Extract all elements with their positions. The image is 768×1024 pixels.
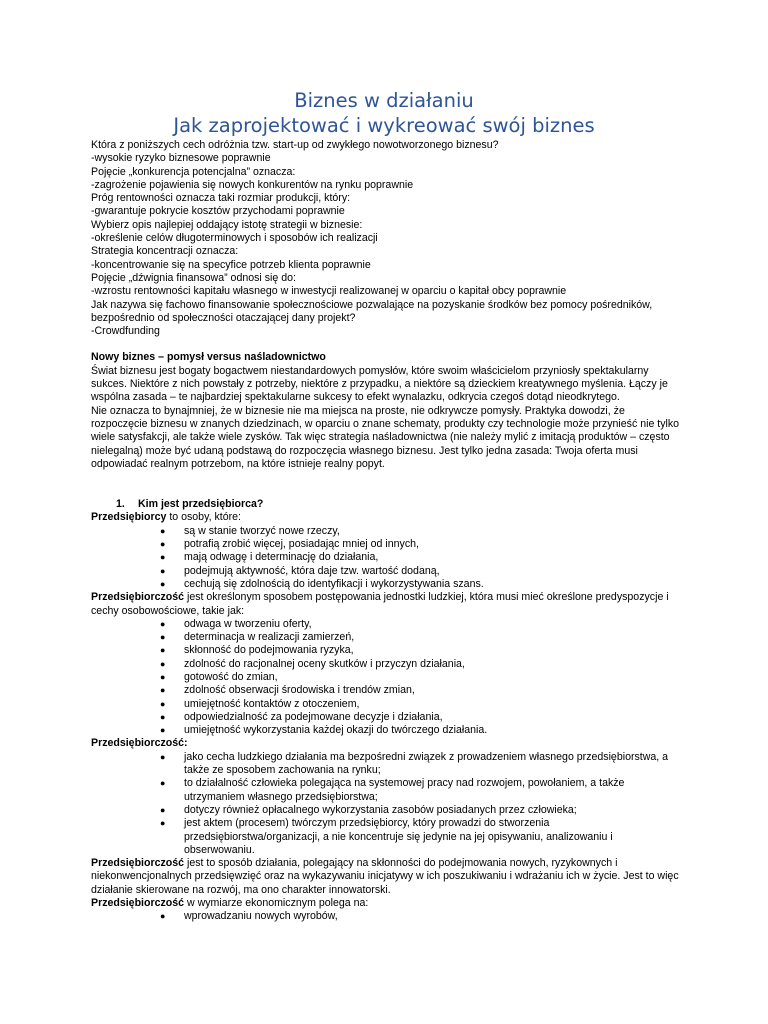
section-heading: Nowy biznes – pomysł versus naśladownictwo — [91, 351, 326, 364]
bullet-icon: ● — [160, 578, 166, 589]
list-item: ● zdolność obserwacji środowiska i trendów zmian, — [160, 684, 415, 697]
quiz-line: -wysokie ryzyko biznesowe poprawnie — [91, 152, 271, 165]
quiz-line: -zagrożenie pojawienia się nowych konkurentów na rynku poprawnie — [91, 178, 414, 191]
numbered-heading — [116, 498, 681, 511]
bullet-icon: ● — [160, 539, 166, 550]
quiz-line: Która z poniższych cech odróżnia tzw. start-up od zwykłego nowotworzonego biznesu? — [91, 139, 499, 151]
quiz-line: Wybierz opis najlepiej oddający istotę strategii w biznesie: — [91, 218, 363, 231]
quiz-line: Jak nazywa się fachowo finansowanie społecznościowe pozwalające na pozyskanie środków bez pomocy pośredników, bezpośrednio od społeczności otaczającej dany projekt? — [91, 298, 653, 324]
bullet-icon: ● — [160, 685, 166, 696]
list-item: ● umiejętność wykorzystania każdej okazji do twórczego działania. — [160, 724, 488, 737]
quiz-line: -gwarantuje pokrycie kosztów przychodami poprawnie — [91, 205, 345, 218]
quiz-line: -Crowdfunding — [91, 325, 160, 338]
list-item: ● determinacja w realizacji zamierzeń, — [160, 631, 355, 644]
document-subtitle: Jak zaprojektować i wykreować swój biznes — [173, 114, 595, 137]
list-item: ● mają odwagę i determinację do działania, — [160, 551, 379, 564]
quiz-line: -wzrostu rentowności kapitału własnego w inwestycji realizowanej w oparciu o kapitał obcy poprawnie — [91, 285, 567, 298]
list-item: ● jest aktem (procesem) twórczym przedsiębiorcy, który prowadzi do stworzenia przedsiębiorstwa/organizacji, a nie koncentruje się jedynie na jej opisywaniu, analizowaniu i obserwowaniu. — [160, 817, 613, 856]
definition-intro: Przedsiębiorczość w wymiarze ekonomicznym polega na: — [91, 897, 369, 910]
bullet-icon: ● — [160, 725, 166, 736]
quiz-line: Pojęcie „dźwignia finansowa” odnosi się do: — [91, 271, 296, 284]
bullet-icon: ● — [160, 645, 166, 656]
quiz-section — [91, 139, 681, 338]
bullet-icon: ● — [160, 804, 166, 815]
bullet-icon: ● — [160, 778, 166, 789]
paragraph: Świat biznesu jest bogaty bogactwem niestandardowych pomysłów, które swoim właścicielom przyniosły spektakularny sukces. Niektóre z nich powstały z potrzeby, niektóre z przypadku, a niektóre są dzieckiem kreatywnego myślenia. Łączy je wspólna zasada – te najbardziej spektakularne sukcesy to efekt wynalazku, odkrycia czegoś dotąd nieodkrytego. — [91, 364, 668, 404]
bullet-list — [91, 525, 681, 591]
bullet-icon: ● — [160, 552, 166, 563]
definition-intro: Przedsiębiorczość: — [91, 737, 188, 750]
list-item: ● są w stanie tworzyć nowe rzeczy, — [160, 524, 340, 537]
bullet-list — [91, 751, 681, 857]
quiz-line: Pojęcie „konkurencja potencjalna” oznacza: — [91, 165, 296, 178]
list-item: ● podejmują aktywność, która daje tzw. wartość dodaną, — [160, 564, 440, 577]
definition-paragraph: Przedsiębiorczość jest to sposób działania, polegający na skłonności do podejmowania nowych, ryzykownych i niekonwencjonalnych przedsięwzięć oraz na wykazywaniu inicjatywy w ich poszukiwaniu i wdrażaniu ich w życie. Jest to więc działanie skierowane na rozwój, ma ono charakter innowatorski. — [91, 857, 679, 896]
list-item: ● potrafią zrobić więcej, posiadając mniej od innych, — [160, 538, 419, 551]
bullet-icon: ● — [160, 565, 166, 576]
quiz-line: Próg rentowności oznacza taki rozmiar produkcji, który: — [91, 192, 351, 205]
list-number: 1. — [116, 498, 125, 511]
bullet-icon: ● — [160, 751, 166, 762]
list-item: ● cechują się zdolnością do identyfikacji i wykorzystywania szans. — [160, 577, 484, 590]
list-item: ● odpowiedzialność za podejmowane decyzje i działania, — [160, 710, 443, 723]
bullet-list — [91, 910, 681, 923]
list-item: ● odwaga w tworzeniu oferty, — [160, 617, 312, 630]
list-item: ● to działalność człowieka polegająca na systemowej pracy nad rozwojem, powołaniem, a także utrzymaniem własnego przedsiębiorstwa; — [160, 777, 625, 803]
bullet-icon: ● — [160, 658, 166, 669]
definition-intro: Przedsiębiorcy to osoby, które: — [91, 511, 241, 524]
list-item: ● gotowość do zmian, — [160, 670, 278, 683]
paragraph: Nie oznacza to bynajmniej, że w biznesie nie ma miejsca na proste, nie odkrywcze pomysły. Praktyka dowodzi, że rozpoczęcie biznesu w znanych dziedzinach, w oparciu o znane schematy, produkty czy technologie może przynieść nie tylko wiele satysfakcji, ale także wiele zysków. Tak więc strategia naśladownictwa (nie należy mylić z imitacją produktów – często nielegalną) może być udaną podstawą do rozpoczęcia własnego biznesu. Jest tylko jedna zasada: Twoja oferta musi odpowiadać realnym potrzebom, na które istnieje realny popyt. — [91, 404, 680, 470]
quiz-line: -określenie celów długoterminowych i sposobów ich realizacji — [91, 232, 378, 245]
bullet-icon: ● — [160, 618, 166, 629]
list-item: ● dotyczy również opłacalnego wykorzystania zasobów posiadanych przez człowieka; — [160, 803, 577, 816]
document-body — [91, 139, 681, 924]
list-item: ● wprowadzaniu nowych wyrobów, — [160, 910, 338, 923]
bullet-icon: ● — [160, 818, 166, 829]
bullet-icon: ● — [160, 698, 166, 709]
bullet-list — [91, 618, 681, 738]
numbered-heading-text: Kim jest przedsiębiorca? — [138, 498, 264, 511]
definition-intro: Przedsiębiorczość jest określonym sposobem postępowania jednostki ludzkiej, która musi mieć określone predyspozycje i cechy osobowościowe, takie jak: — [91, 591, 669, 617]
list-item: ● umiejętność kontaktów z otoczeniem, — [160, 697, 360, 710]
list-item: ● jako cecha ludzkiego działania ma bezpośredni związek z prowadzeniem własnego przedsiębiorstwa, a także ze sposobem zachowania na rynku; — [160, 750, 669, 777]
list-item: ● zdolność do racjonalnej oceny skutków i przyczyn działania, — [160, 657, 465, 670]
quiz-line: Strategia koncentracji oznacza: — [91, 245, 239, 258]
bullet-icon: ● — [160, 711, 166, 722]
bullet-icon: ● — [160, 911, 166, 922]
bullet-icon: ● — [160, 671, 166, 682]
list-item: ● skłonność do podejmowania ryzyka, — [160, 644, 354, 657]
document-title: Biznes w działaniu — [294, 89, 474, 112]
quiz-line: -koncentrowanie się na specyfice potrzeb klienta poprawnie — [91, 258, 371, 271]
bullet-icon: ● — [160, 525, 166, 536]
bullet-icon: ● — [160, 632, 166, 643]
